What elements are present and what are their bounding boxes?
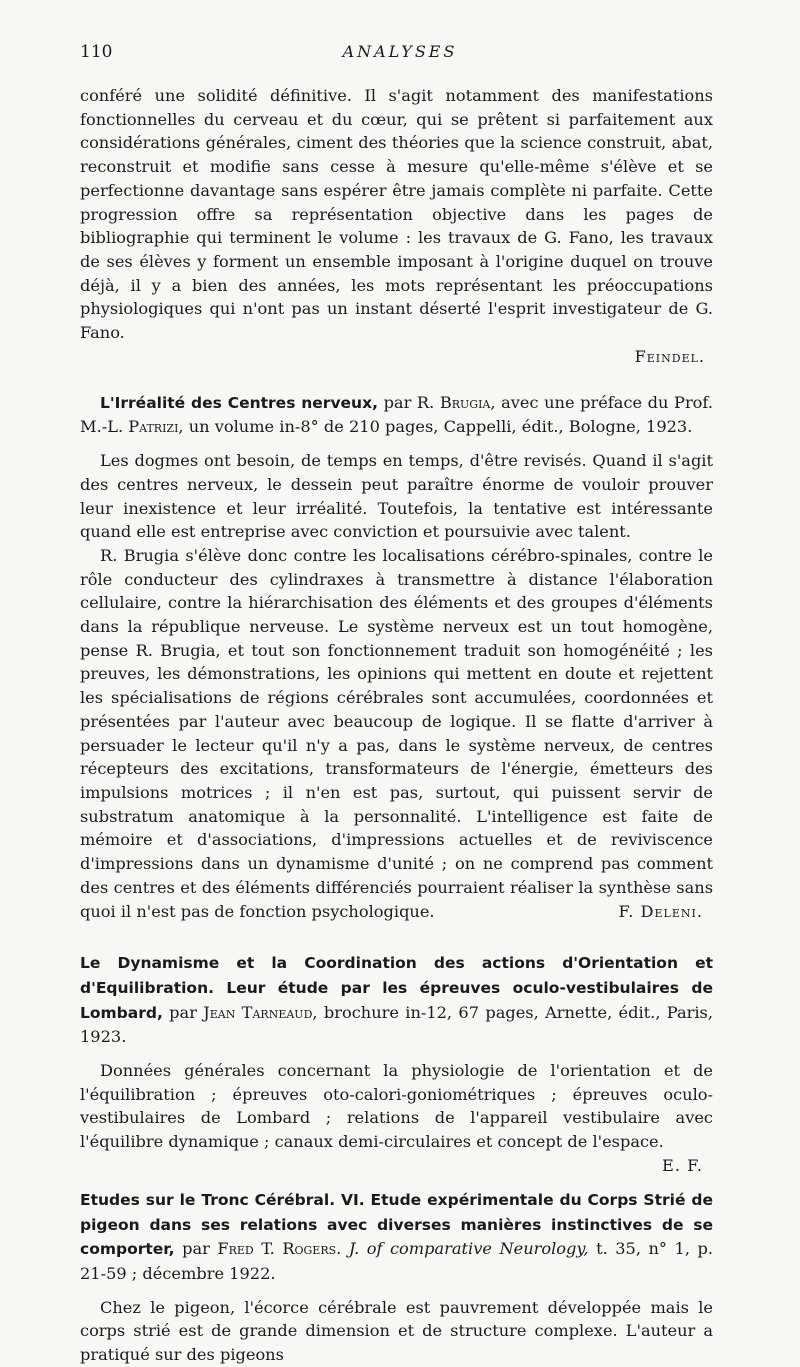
review-author: Fred T. Rogers [217,1239,337,1259]
continued-paragraph: conféré une solidité définitive. Il s'agit notamment des manifestations fonctionnelles du cerveau et du cœur, qui se prêtent si parfaitement aux considérations générales, ciment des théories que la science construit, abat, reconstruit et modifie sans cesse à mesure qu'elle-même s'élève et se perfectionne davantage sans espérer être jamais complète ni parfaite. Cette progression offre sa représentation objective dans les pages de bibliographie qui terminent le volume : les travaux de G. Fano, les travaux de ses élèves y forment un ensemble imposant à l'origine duquel on trouve déjà, il y a bien des années, les mots représentant les préoccupations physiologiques qui n'ont pas un instant déserté l'esprit investigateur de G. Fano. [80,86,713,343]
page-number: 110 [80,42,113,62]
preface-author: Patrizi [128,417,179,437]
review-signature: F. Deleni. [618,901,703,921]
journal-name: J. of comparative Neurology, [348,1239,589,1259]
running-head: ANALYSES [342,42,458,61]
page-header [80,42,720,66]
review-tronc-cerebral [80,1188,713,1367]
review-title: L'Irréalité des Centres nerveux, [100,393,378,412]
review-author: Brugia [439,392,491,412]
review-signature: Feindel. [634,346,705,366]
review-title: Le Dynamisme et la Coordination des actions d'Orientation et d'Equilibration. Leur étude par les épreuves oculo-vestibulaires de Lombard, [80,954,713,1022]
review-signature: E. F. [662,1155,703,1175]
review-title: Etudes sur le Tronc Cérébral. VI. Etude expérimentale du Corps Strié de pigeon dans ses relations avec diverses manières instinctives de se comporter, [80,1190,713,1259]
review-heading: Etudes sur le Tronc Cérébral. VI. Etude expérimentale du Corps Strié de pigeon dans ses relations avec diverses manières instinctives de se comporter, par Fred T. Rogers. J. of comparative Neurology, t. 35, n° 1, p. 21-59 ; décembre 1922. [80,1190,714,1283]
review-author: Jean Tarneaud [203,1002,313,1022]
review-dynamisme [80,951,713,1175]
review-heading: Le Dynamisme et la Coordination des actions d'Orientation et d'Equilibration. Leur étude par les épreuves oculo-vestibulaires de Lombard, par Jean Tarneaud, brochure in-12, 67 pages, Arnette, édit., Paris, 1923. [80,954,713,1047]
review-paragraph: Données générales concernant la physiologie de l'orientation et de l'équilibration ; épreuves oto-calori-goniométriques ; épreuves oculo-vestibulaires de Lombard ; relations de l'appareil vestibulaire avec l'équilibre dynamique ; canaux demi-circulaires et concept de l'espace. E. F. [80,1059,713,1154]
continued-review [80,84,713,369]
review-irrealite [80,391,713,923]
review-paragraph: Chez le pigeon, l'écorce cérébrale est pauvrement développée mais le corps strié est de grande dimension et de structure complexe. L'auteur a pratiqué sur des pigeons [80,1297,713,1365]
review-paragraph: Les dogmes ont besoin, de temps en temps, d'être revisés. Quand il s'agit des centres nerveux, le dessein peut paraître énorme de vouloir prouver leur inexistence et leur irréalité. Toutefois, la tentative est intéressante quand elle est entreprise avec conviction et poursuivie avec talent. [80,451,713,542]
review-heading: L'Irréalité des Centres nerveux, par R. Brugia, avec une préface du Prof. M.-L. Patrizi, un volume in-8° de 210 pages, Cappelli, édit., Bologne, 1923. [80,392,713,437]
review-paragraph: R. Brugia s'élève donc contre les localisations cérébro-spinales, contre le rôle conducteur des cylindraxes à transmettre à distance l'élaboration cellulaire, contre la hiérarchisation des éléments et des groupes d'éléments dans la république nerveuse. Le système nerveux est un tout homogène, pense R. Brugia, et tout son fonctionnement traduit son homogénéité ; les preuves, les démonstrations, les opinions qui mettent en doute et rejettent les spécialisations de régions cérébrales sont accumulées, coordonnées et présentées par l'auteur avec beaucoup de logique. Il se flatte d'arriver à persuader le lecteur qu'il n'y a pas, dans le système nerveux, de centres récepteurs des excitations, transformateurs de l'énergie, émetteurs des impulsions motrices ; il n'en est pas, surtout, qui puissent servir de substratum anatomique à la personnalité. L'intelligence est faite de mémoire et d'associations, d'impressions actuelles et de reviviscence d'impressions dans un dynamisme d'unité ; on ne comprend pas comment des centres et des éléments différenciés pourraient réaliser la synthèse sans quoi il n'est pas de fonction psychologique. F. Deleni. [80,544,713,923]
page-body [80,84,713,1367]
